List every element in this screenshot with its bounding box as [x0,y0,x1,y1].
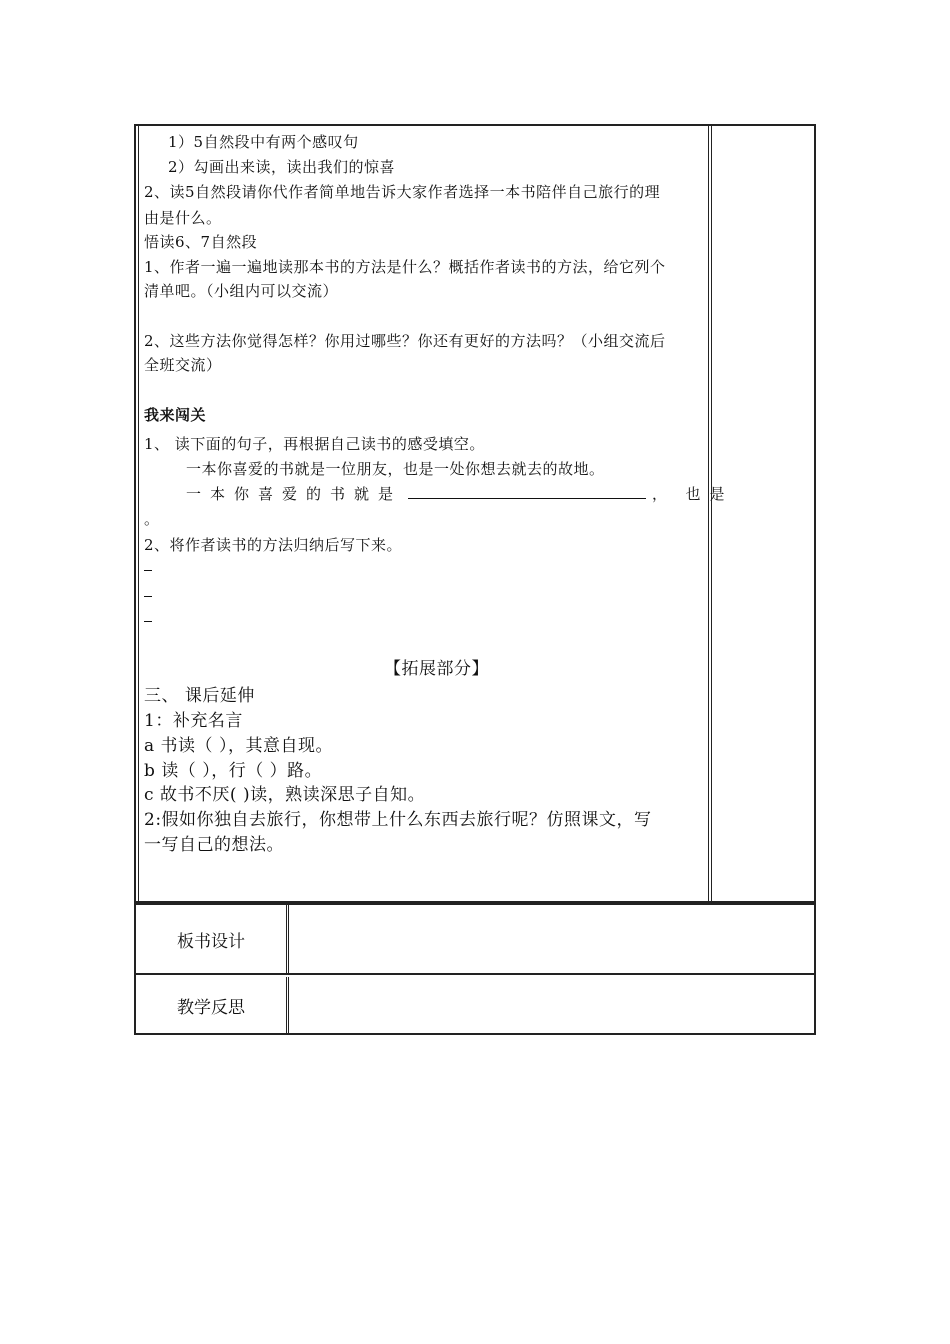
answer-line[interactable] [144,570,152,571]
text-line: 1）5自然段中有两个感叹句 [168,133,359,151]
table-left-rule [138,126,141,901]
text-line: 一本你喜爱的书就是一位朋友，也是一处你想去就去的故地。 [186,460,605,478]
text-line: 2:假如你独自去旅行，你想带上什么东西去旅行呢？仿照课文，写 [144,810,652,830]
text-line: 一写自己的想法。 [144,835,284,855]
fill-in-line [186,483,734,504]
table-column-divider [708,126,712,901]
text-line: 2、读5自然段请你代作者简单地告诉大家作者选择一本书陪伴自己旅行的理 [144,183,661,201]
text-line: 由是什么。 [144,209,222,227]
text-line: 1、作者一遍一遍地读那本书的方法是什么？概括作者读书的方法，给它列个 [144,258,666,276]
fill-in-prefix: 一本你喜爱的书就是 [186,485,403,503]
fill-in-suffix: 也是 [685,485,734,503]
answer-line[interactable] [144,596,152,597]
text-line: 三、 课后延伸 [144,686,255,706]
fill-in-blank[interactable] [408,484,646,499]
text-line: 2、这些方法你觉得怎样？你用过哪些？你还有更好的方法吗？（小组交流后 [144,332,666,350]
text-line: 悟读6、7自然段 [144,233,258,251]
board-design-row [136,905,814,975]
text-line: b 读（ ），行（ ）路。 [144,761,323,781]
section-title: 【拓展部分】 [384,659,489,679]
lesson-table-lower [134,903,816,1035]
text-line: 全班交流） [144,356,222,374]
answer-line[interactable] [144,621,152,622]
text-line: 。 [144,510,160,528]
text-line: 清单吧。（小组内可以交流） [144,282,339,300]
teaching-reflection-row [136,977,814,1033]
teaching-reflection-label: 教学反思 [136,977,289,1033]
board-design-label: 板书设计 [136,905,289,973]
text-line: 1、 读下面的句子，再根据自己读书的感受填空。 [144,435,485,453]
text-line: 2）勾画出来读，读出我们的惊喜 [168,158,396,176]
text-line: a 书读（ ），其意自现。 [144,736,333,756]
text-line: 1：补充名言 [144,711,243,731]
fill-in-comma: ， [652,485,668,503]
text-line: 2、将作者读书的方法归纳后写下来。 [144,536,403,554]
text-line: c 故书不厌( )读，熟读深思子自知。 [144,785,426,805]
section-heading: 我来闯关 [144,406,207,424]
